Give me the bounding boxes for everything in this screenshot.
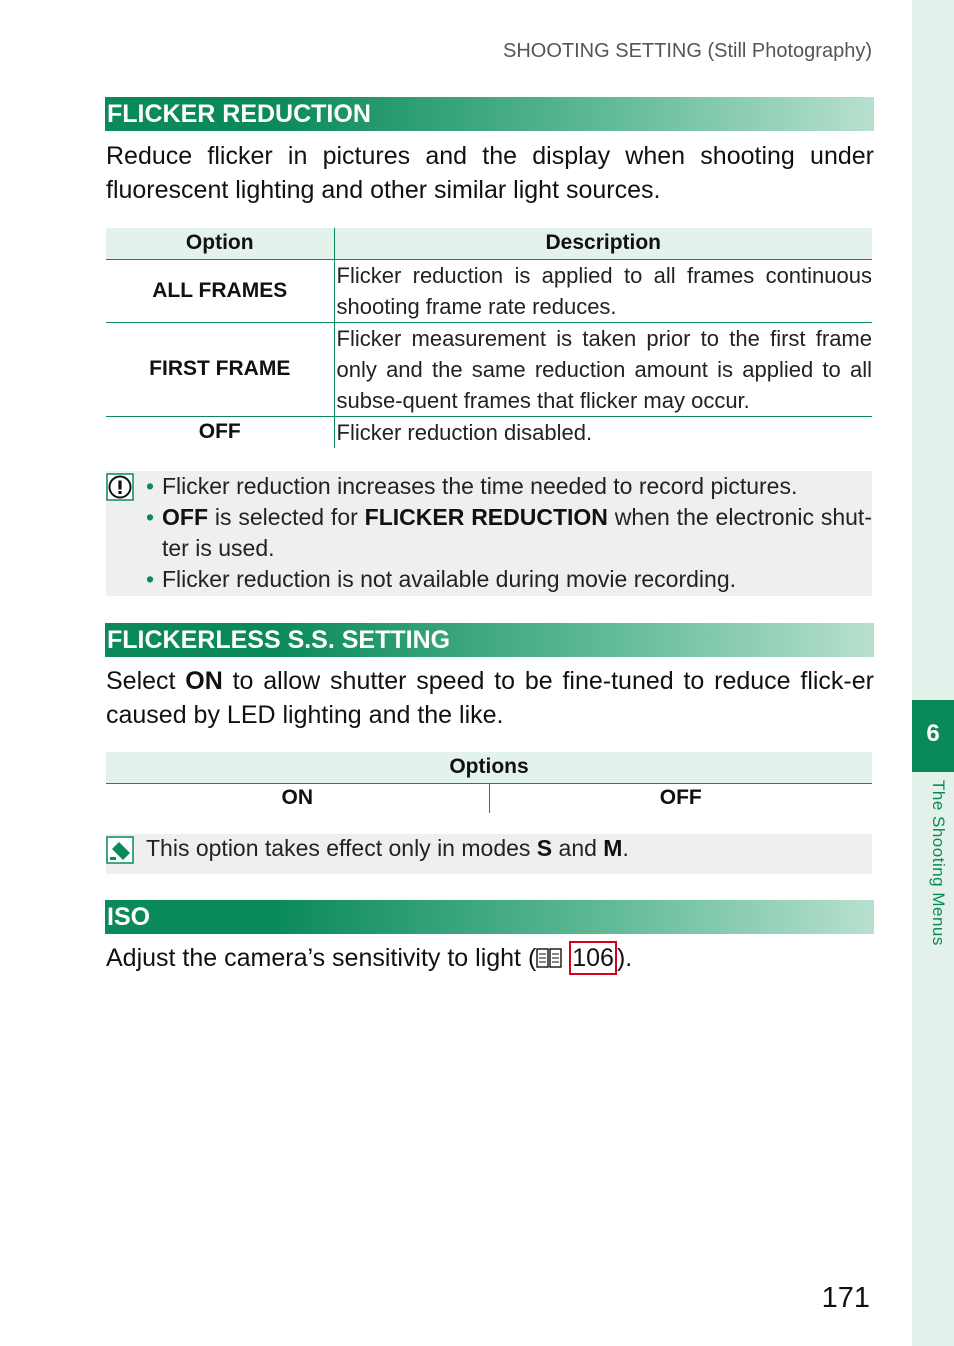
table-row — [106, 416, 872, 448]
tip-note: This option takes effect only in modes S and M. — [106, 834, 872, 874]
option-description: Flicker reduction is applied to all frames continuous shooting frame rate reduces. — [334, 259, 872, 322]
option-on: ON — [106, 783, 489, 813]
flicker-options-table — [106, 228, 872, 448]
option-off: OFF — [659, 786, 702, 810]
chapter-tab[interactable]: 6 — [912, 700, 954, 772]
list-item: • OFF is selected for FLICKER REDUCTION when the electronic shut-ter is used. — [146, 502, 872, 564]
section-title-flickerless: FLICKERLESS S.S. SETTING — [105, 623, 874, 657]
option-name: OFF — [106, 416, 334, 448]
list-item: • Flicker reduction increases the time needed to record pictures. — [146, 471, 872, 502]
table-row — [106, 322, 872, 416]
chapter-title: The Shooting Menus — [929, 780, 948, 946]
running-header: SHOOTING SETTING (Still Photography) — [503, 40, 872, 62]
table-row — [106, 783, 872, 813]
page-reference-link[interactable]: 106 — [569, 941, 617, 975]
col-option: Option — [106, 228, 334, 259]
col-description: Description — [334, 228, 872, 259]
col-options: Options — [106, 752, 872, 783]
section-title-flicker-reduction: FLICKER REDUCTION — [105, 97, 874, 131]
option-description: Flicker measurement is taken prior to the first frame only and the same reduction amount is applied to all subse-quent frames that flicker may occur. — [334, 322, 872, 416]
tip-icon — [106, 836, 134, 864]
option-description: Flicker reduction disabled. — [336, 419, 593, 445]
option-name: FIRST FRAME — [106, 322, 334, 416]
caution-notes — [106, 471, 872, 596]
flickerless-intro: Select ON to allow shutter speed to be fine-tuned to reduce flick-er caused by LED lighting and the like. — [106, 667, 874, 729]
table-row — [106, 259, 872, 322]
section-title-iso: ISO — [105, 900, 874, 934]
list-item: • Flicker reduction is not available during movie recording. — [146, 564, 872, 595]
caution-icon — [106, 473, 134, 501]
flicker-reduction-intro: Reduce flicker in pictures and the display when shooting under fluorescent lighting and other similar light sources. — [106, 142, 874, 204]
iso-intro: Adjust the camera’s sensitivity to light ( 106 ). — [106, 941, 874, 975]
side-strip — [912, 0, 954, 1346]
flickerless-options-table — [106, 752, 872, 813]
book-icon — [536, 948, 562, 968]
page-number: 171 — [821, 1282, 870, 1314]
option-name: ALL FRAMES — [106, 259, 334, 322]
